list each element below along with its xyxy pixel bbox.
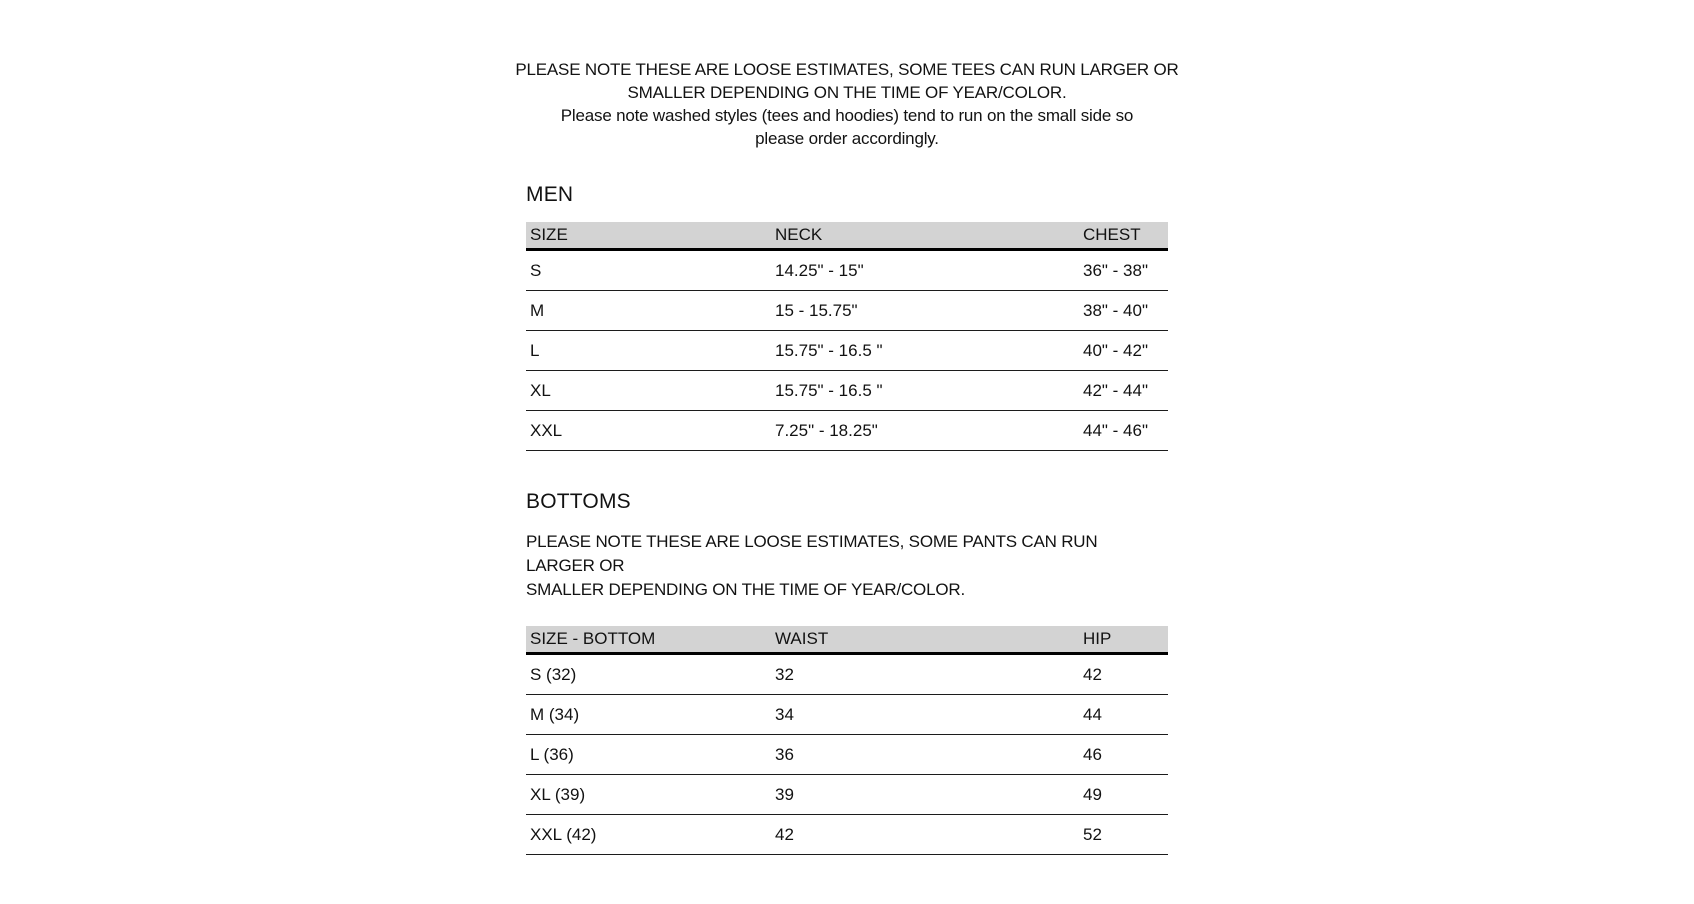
men-header-neck: NECK	[775, 225, 823, 244]
men-section-heading: MEN	[526, 183, 574, 206]
table-cell-chest: 38" - 40"	[1083, 300, 1148, 320]
table-cell-waist: 42	[775, 824, 794, 844]
table-cell-neck: 15.75" - 16.5 "	[775, 380, 883, 400]
table-cell-waist: 36	[775, 744, 794, 764]
table-cell-neck: 14.25" - 15"	[775, 260, 864, 280]
table-cell-size: M	[530, 300, 545, 320]
table-cell-neck: 15 - 15.75"	[775, 300, 858, 320]
notice-line: PLEASE NOTE THESE ARE LOOSE ESTIMATES, SOME TEES CAN RUN LARGER OR	[515, 60, 1179, 79]
table-cell-chest: 36" - 38"	[1083, 260, 1148, 280]
table-row	[526, 291, 1168, 331]
table-cell-size: XXL	[530, 420, 563, 440]
men-table-header-row	[526, 222, 1168, 251]
table-cell-size: XXL (42)	[530, 824, 597, 844]
notice-line: PLEASE NOTE THESE ARE LOOSE ESTIMATES, SOME PANTS CAN RUN LARGER OR	[526, 532, 1098, 575]
table-cell-size: M (34)	[530, 704, 580, 724]
table-cell-hip: 52	[1083, 824, 1102, 844]
table-cell-size: S	[530, 260, 542, 280]
bottoms-header-hip: HIP	[1083, 629, 1112, 648]
men-header-size: SIZE	[530, 225, 568, 244]
notice-line: please order accordingly.	[755, 129, 939, 148]
table-cell-hip: 44	[1083, 704, 1102, 724]
men-size-table	[526, 222, 1168, 451]
table-row	[526, 371, 1168, 411]
table-cell-hip: 49	[1083, 784, 1102, 804]
table-row	[526, 251, 1168, 291]
size-chart-page	[515, 0, 1179, 855]
table-cell-waist: 32	[775, 664, 794, 684]
table-cell-chest: 40" - 42"	[1083, 340, 1148, 360]
bottoms-disclaimer	[526, 530, 1168, 602]
table-cell-chest: 42" - 44"	[1083, 380, 1148, 400]
table-cell-size: S (32)	[530, 664, 577, 684]
table-row	[526, 815, 1168, 855]
table-row	[526, 735, 1168, 775]
table-cell-size: XL (39)	[530, 784, 586, 804]
table-cell-size: L (36)	[530, 744, 574, 764]
bottoms-header-waist: WAIST	[775, 629, 829, 648]
notice-line: SMALLER DEPENDING ON THE TIME OF YEAR/COLOR.	[627, 83, 1067, 102]
table-row	[526, 775, 1168, 815]
top-disclaimer	[497, 58, 1197, 150]
table-cell-hip: 42	[1083, 664, 1102, 684]
bottoms-table-header-row	[526, 626, 1168, 655]
notice-line: Please note washed styles (tees and hoodies) tend to run on the small side so	[560, 106, 1134, 125]
table-cell-hip: 46	[1083, 744, 1102, 764]
table-row	[526, 331, 1168, 371]
table-cell-size: L	[530, 340, 540, 360]
table-cell-chest: 44" - 46"	[1083, 420, 1148, 440]
bottoms-section-heading: BOTTOMS	[526, 490, 631, 513]
table-row	[526, 655, 1168, 695]
table-cell-neck: 15.75" - 16.5 "	[775, 340, 883, 360]
bottoms-header-size: SIZE - BOTTOM	[530, 629, 656, 648]
table-row	[526, 695, 1168, 735]
table-cell-neck: 7.25" - 18.25"	[775, 420, 878, 440]
bottoms-size-table	[526, 626, 1168, 855]
men-header-chest: CHEST	[1083, 225, 1141, 244]
table-cell-waist: 34	[775, 704, 794, 724]
table-cell-waist: 39	[775, 784, 794, 804]
notice-line: SMALLER DEPENDING ON THE TIME OF YEAR/COLOR.	[526, 580, 965, 599]
table-row	[526, 411, 1168, 451]
table-cell-size: XL	[530, 380, 551, 400]
